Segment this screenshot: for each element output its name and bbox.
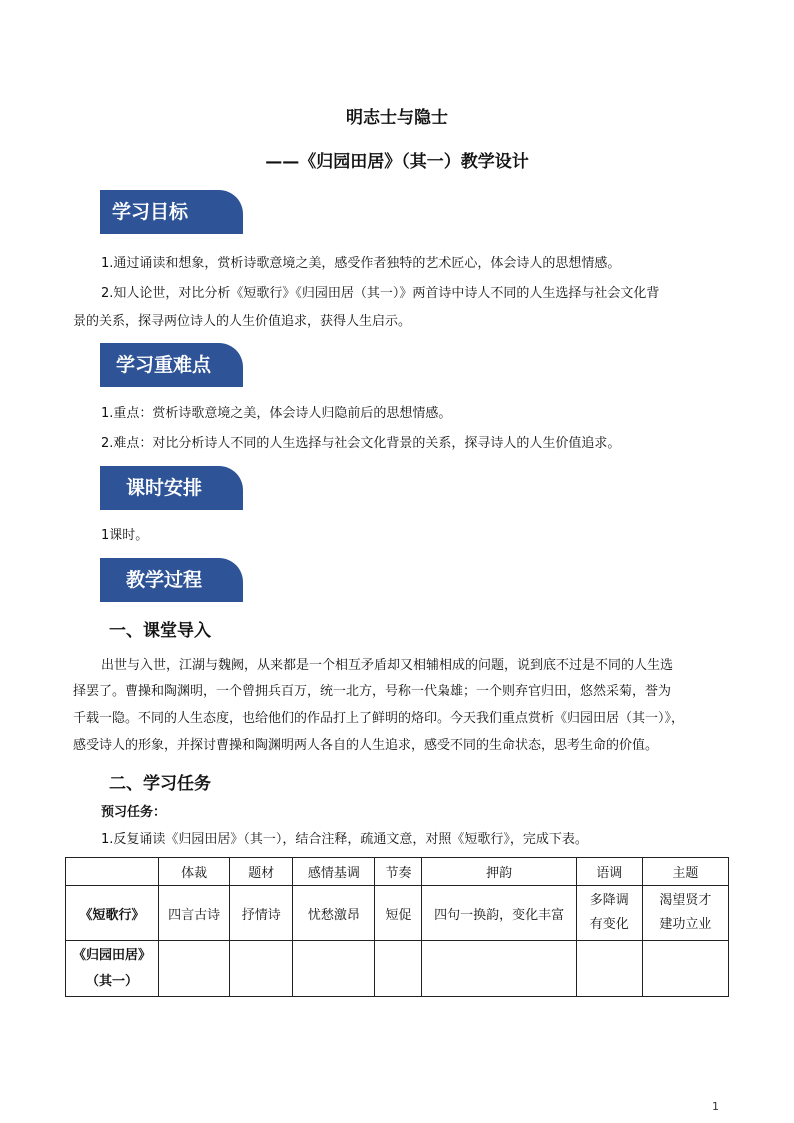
- page-number: 1: [712, 1100, 719, 1113]
- table-cell[interactable]: [642, 941, 728, 997]
- cell-line: 有变化: [589, 917, 629, 932]
- keypoint-item-2: 2.难点：对比分析诗人不同的人生选择与社会文化背景的关系，探寻诗人的人生价值追求。: [101, 436, 621, 451]
- cell-line: 多降调: [589, 893, 629, 908]
- table-cell: 短促: [375, 886, 422, 941]
- table-header-cell: [66, 858, 159, 886]
- cell-line: 渴望贤才: [659, 893, 712, 908]
- table-cell: [642, 886, 728, 941]
- task-heading: 二、学习任务: [109, 774, 211, 794]
- intro-line-4: 感受诗人的形象，并探讨曹操和陶渊明两人各自的人生追求，感受不同的生命状态，思考生命的价值。: [73, 738, 659, 753]
- row-label: [66, 941, 159, 997]
- table-cell[interactable]: [159, 941, 230, 997]
- table-cell: 抒情诗: [230, 886, 293, 941]
- table-cell: 四言古诗: [159, 886, 230, 941]
- goal-item-2-line-2: 景的关系，探寻两位诗人的人生价值追求，获得人生启示。: [73, 314, 412, 329]
- section-heading-goals: 学习目标: [100, 190, 243, 234]
- table-header-cell: 题材: [230, 858, 293, 886]
- intro-heading: 一、课堂导入: [109, 621, 211, 641]
- schedule-text: 1课时。: [101, 528, 149, 543]
- table-header-cell: 体裁: [159, 858, 230, 886]
- section-heading-keypoints: 学习重难点: [100, 343, 243, 387]
- table-cell: [576, 886, 642, 941]
- section-heading-schedule: 课时安排: [100, 466, 243, 510]
- keypoint-item-1: 1.重点：赏析诗歌意境之美，体会诗人归隐前后的思想情感。: [101, 406, 452, 421]
- row-label: 《短歌行》: [66, 886, 159, 941]
- document-title: 明志士与隐士: [346, 108, 448, 128]
- goal-item-2-line-1: 2.知人论世，对比分析《短歌行》《归园田居（其一）》两首诗中诗人不同的人生选择与社会文化背: [101, 286, 660, 301]
- table-row: [66, 886, 729, 941]
- table-cell[interactable]: [230, 941, 293, 997]
- intro-line-1: 出世与入世，江湖与魏阙，从来都是一个相互矛盾却又相辅相成的问题，说到底不过是不同的人生选: [101, 658, 674, 673]
- table-cell[interactable]: [293, 941, 375, 997]
- table-header-cell: 语调: [576, 858, 642, 886]
- table-cell[interactable]: [422, 941, 576, 997]
- cell-line: （其一）: [86, 973, 139, 989]
- goal-item-1: 1.通过诵读和想象，赏析诗歌意境之美，感受作者独特的艺术匠心，体会诗人的思想情感。: [101, 256, 621, 271]
- table-cell: 四句一换韵，变化丰富: [422, 886, 576, 941]
- table-header-row: [66, 858, 729, 886]
- cell-line: 《归园田居》: [73, 947, 152, 963]
- table-header-cell: 节奏: [375, 858, 422, 886]
- section-heading-process: 教学过程: [100, 558, 243, 602]
- cell-line: 建功立业: [659, 917, 712, 932]
- table-cell[interactable]: [576, 941, 642, 997]
- table-header-cell: 感情基调: [293, 858, 375, 886]
- table-header-cell: 押韵: [422, 858, 576, 886]
- comparison-table: [65, 857, 729, 997]
- document-subtitle: ——《归园田居》（其一）教学设计: [265, 152, 529, 172]
- table-cell: 忧愁激昂: [293, 886, 375, 941]
- table-header-cell: 主题: [642, 858, 728, 886]
- intro-line-3: 千载一隐。不同的人生态度，也给他们的作品打上了鲜明的烙印。今天我们重点赏析《归园田居（其一）》，: [73, 711, 685, 726]
- table-row: [66, 941, 729, 997]
- table-cell[interactable]: [375, 941, 422, 997]
- task-item-1: 1.反复诵读《归园田居》（其一），结合注释，疏通文意，对照《短歌行》，完成下表。: [101, 832, 588, 847]
- preview-label: 预习任务：: [101, 805, 167, 820]
- intro-line-2: 择罢了。曹操和陶渊明，一个曾拥兵百万，统一北方，号称一代枭雄；一个则弃官归田，悠然采菊，誉为: [73, 684, 672, 699]
